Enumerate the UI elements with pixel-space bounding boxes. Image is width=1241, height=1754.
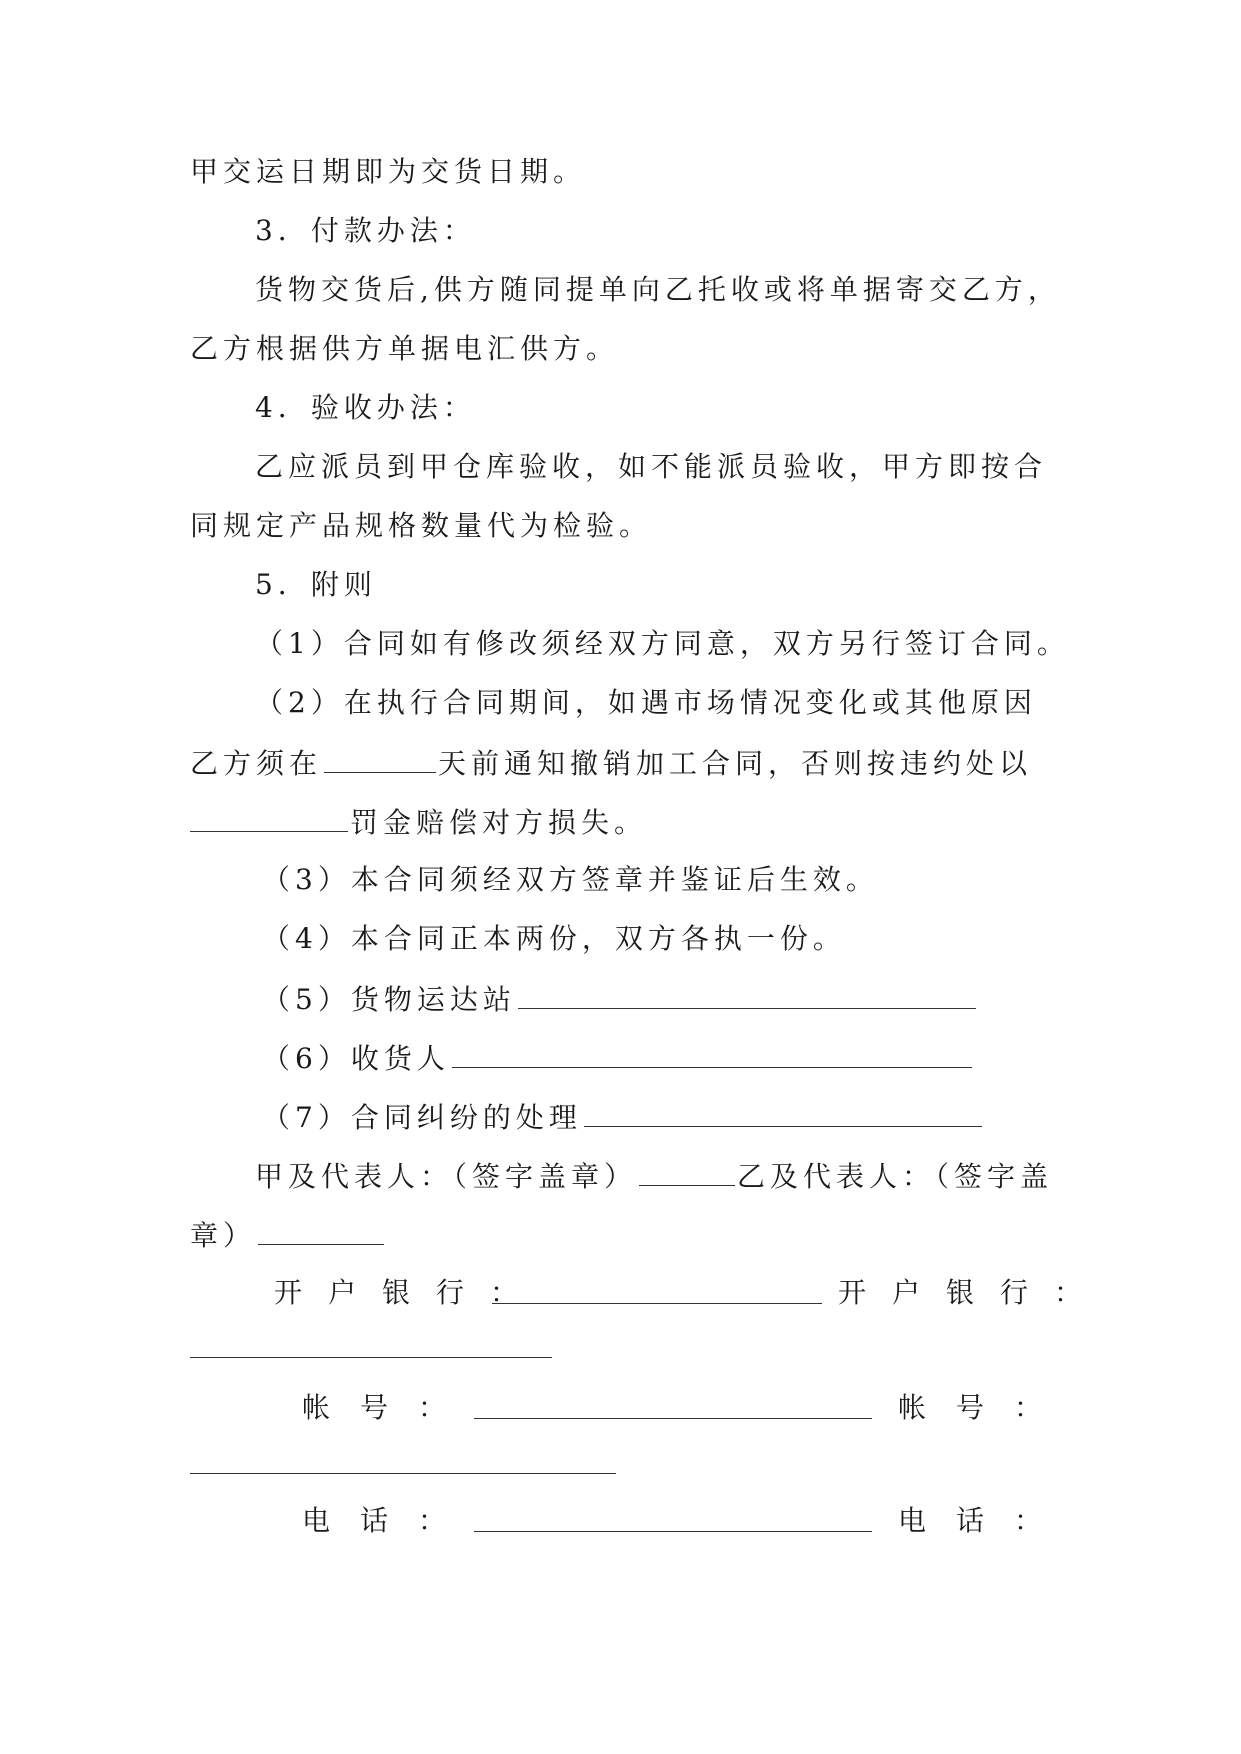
- text-line: 货物交货后,供方随同提单向乙托收或将单据寄交乙方，: [255, 273, 1061, 306]
- consignee-blank[interactable]: [452, 1039, 972, 1068]
- account-label-b: 帐号：: [898, 1391, 1073, 1424]
- bank-blank-b[interactable]: [190, 1357, 552, 1358]
- signature-line-2: [190, 1216, 386, 1254]
- phone-label-a: 电话：: [302, 1504, 477, 1537]
- dispute-resolution-blank[interactable]: [584, 1098, 982, 1127]
- phone-label-b: 电话：: [898, 1504, 1073, 1537]
- section-heading-acceptance: 4．验收办法：: [255, 391, 476, 424]
- account-blank-a[interactable]: [474, 1418, 872, 1419]
- penalty-blank[interactable]: [190, 803, 348, 832]
- clause-2: （2）在执行合同期间，如遇市场情况变化或其他原因: [255, 686, 1037, 719]
- text-fragment: 乙方须在: [190, 747, 323, 780]
- clause-3: （3）本合同须经双方签章并鉴证后生效。: [262, 863, 879, 896]
- bank-label-a: 开户银行：: [274, 1276, 545, 1309]
- party-a-signature-blank[interactable]: [639, 1157, 735, 1186]
- text-fragment: （7）合同纠纷的处理: [262, 1101, 582, 1134]
- section-heading-supplementary: 5．附则: [255, 568, 377, 601]
- text-line: 甲交运日期即为交货日期。: [190, 155, 587, 188]
- text-line: 乙应派员到甲仓库验收，如不能派员验收，甲方即按合: [255, 450, 1048, 483]
- clause-4: （4）本合同正本两份，双方各执一份。: [262, 922, 846, 955]
- bank-blank-a[interactable]: [492, 1303, 822, 1304]
- clause-2-line-2: [190, 744, 1032, 782]
- clause-1: （1）合同如有修改须经双方同意，双方另行签订合同。: [255, 627, 1070, 660]
- text-fragment: 罚金赔偿对方损失。: [350, 806, 648, 839]
- text-fragment: 天前通知撤销加工合同，否则按违约处以: [438, 747, 1033, 780]
- text-line: 同规定产品规格数量代为检验。: [190, 509, 653, 542]
- text-fragment: 章）: [190, 1219, 257, 1252]
- signature-line: [255, 1157, 1053, 1195]
- clause-7: [262, 1098, 984, 1136]
- bank-label-b: 开户银行：: [838, 1276, 1109, 1309]
- party-b-signature-blank[interactable]: [258, 1216, 384, 1245]
- party-b-signature-label: 乙及代表人：（签字盖: [737, 1160, 1054, 1193]
- destination-station-blank[interactable]: [518, 980, 976, 1009]
- clause-2-line-3: [190, 803, 647, 841]
- section-heading-payment: 3．付款办法：: [255, 214, 476, 247]
- days-blank[interactable]: [324, 744, 436, 773]
- party-a-signature-label: 甲及代表人：（签字盖章）: [255, 1160, 638, 1193]
- text-line: 乙方根据供方单据电汇供方。: [190, 332, 620, 365]
- clause-5: [262, 980, 978, 1018]
- account-label-a: 帐号：: [302, 1391, 477, 1424]
- phone-blank-a[interactable]: [474, 1531, 872, 1532]
- text-fragment: （6）收货人: [262, 1042, 450, 1075]
- text-fragment: （5）货物运达站: [262, 983, 516, 1016]
- clause-6: [262, 1039, 974, 1077]
- account-blank-b[interactable]: [190, 1473, 616, 1474]
